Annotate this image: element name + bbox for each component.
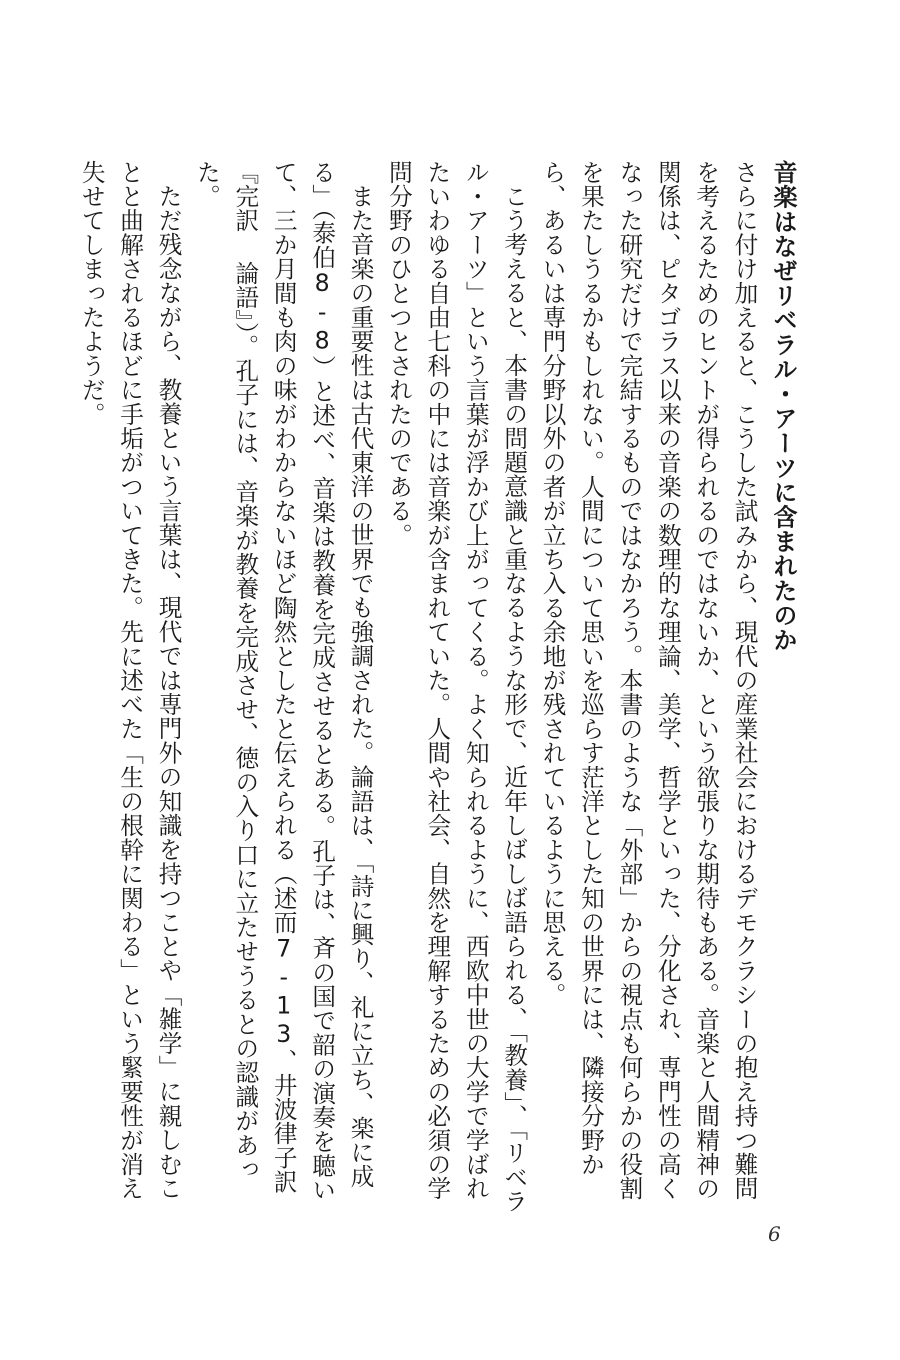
paragraph-1: さらに付け加えると、こうした試みから、現代の産業社会におけるデモクラシーの抱え持つ難問を考えるためのヒントが得られるのではないか、という欲張りな期待もある。音楽と人間精神の関係は、ピタゴラス以来の音楽の数理的な理論、美学、哲学といった、分化され、専門性の高くなった研究だけで完結するものではなかろう。本書のような「外部」からの視点も何らかの役割を果たしうるかもしれない。人間について思いを巡らす茫洋とした知の世界には、隣接分野から、あるいは専門分野以外の者が立ち入る余地が残されているように思える。 <box>538 160 759 1201</box>
section-heading: 音楽はなぜリベラル・アーツに含まれたのか <box>769 160 797 652</box>
paragraph-2: こう考えると、本書の問題意識と重なるような形で、近年しばしば語られる、「教養」、「リベラル・アーツ」という言葉が浮かび上がってくる。よく知られるように、西欧中世の大学で学ばれたいわゆる自由七科の中には音楽が含まれていた。人間や社会、自然を理解するための必須の学問分野のひとつとされたのである。 <box>384 160 529 1213</box>
page-number: 6 <box>768 1222 781 1246</box>
vertical-text-body <box>77 160 802 1220</box>
paragraph-4: ただ残念ながら、教養という言葉は、現代では専門外の知識を持つことや「雑学」に親しむことと曲解されるほどに手垢がついてきた。先に述べた「生の根幹に関わる」という緊要性が消え失せてしまったようだ。 <box>77 160 183 1201</box>
paragraph-3: また音楽の重要性は古代東洋の世界でも強調された。論語は、「詩に興り、礼に立ち、楽に成る」（泰伯8-8）と述べ、音楽は教養を完成させるとある。孔子は、斉の国で韶の演奏を聴いて、三か月間も肉の味がわからないほど陶然としたと伝えられる（述而7-13、井波律子訳『完訳 論語』）。孔子には、音楽が教養を完成させ、徳の入り口に立たせうるとの認識があった。 <box>192 160 375 1202</box>
